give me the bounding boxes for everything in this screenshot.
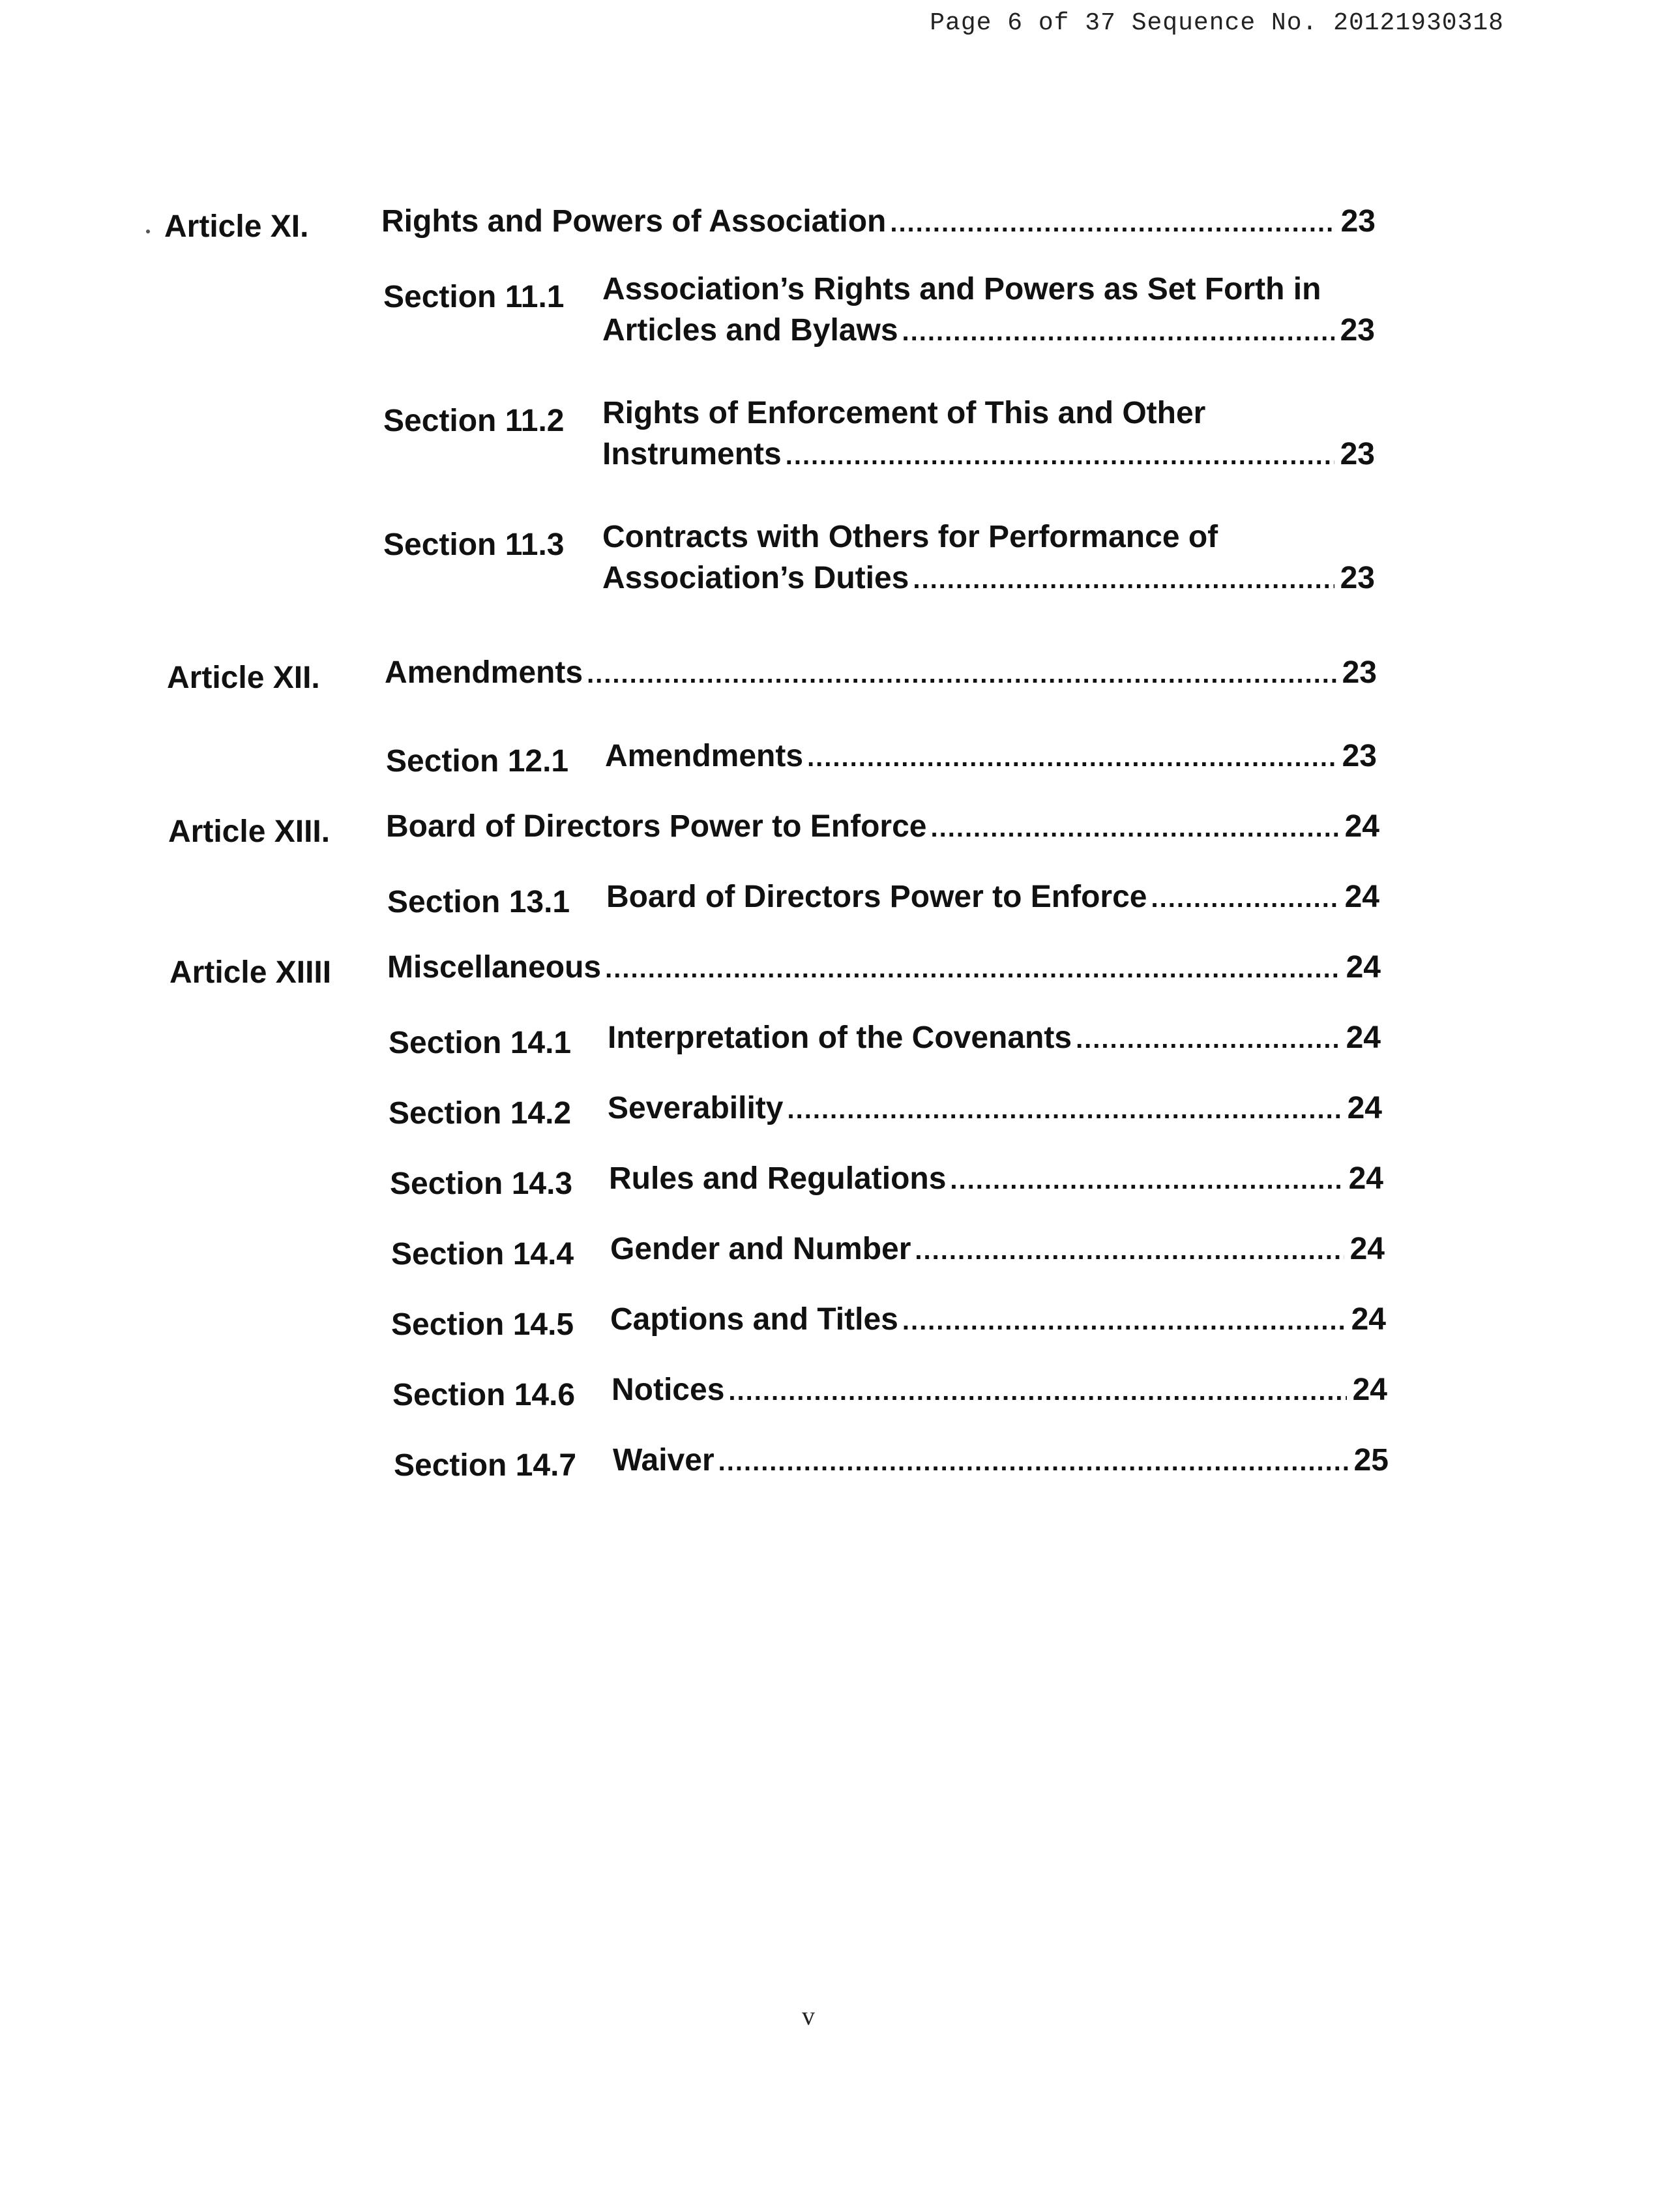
page-header: Page 6 of 37 Sequence No. 20121930318 bbox=[930, 9, 1504, 37]
page-ref: 24 bbox=[1346, 1020, 1381, 1055]
toc-entry-section-11-3[interactable] bbox=[602, 519, 1375, 596]
entry-title-line-1: Contracts with Others for Performance of bbox=[602, 520, 1218, 554]
entry-title: Amendments bbox=[385, 655, 583, 690]
dot-leader bbox=[930, 814, 1339, 843]
section-label: Section 13.1 bbox=[387, 885, 570, 919]
article-label: Article XII. bbox=[167, 661, 320, 695]
page-ref: 24 bbox=[1344, 880, 1379, 914]
dot-leader bbox=[890, 209, 1335, 238]
page-ref: 24 bbox=[1349, 1232, 1385, 1266]
entry-title: Board of Directors Power to Enforce bbox=[606, 880, 1147, 914]
section-label: Section 14.1 bbox=[389, 1026, 572, 1060]
dot-leader bbox=[913, 565, 1334, 595]
toc-entry-section-11-2[interactable] bbox=[602, 395, 1375, 472]
page-ref: 24 bbox=[1346, 950, 1381, 985]
entry-title-line-1: Rights of Enforcement of This and Other bbox=[602, 396, 1206, 430]
dot-leader bbox=[915, 1236, 1344, 1266]
dot-leader bbox=[787, 1095, 1342, 1125]
entry-title: Notices bbox=[612, 1373, 725, 1407]
page-ref: 23 bbox=[1342, 655, 1377, 690]
scan-speck bbox=[146, 230, 150, 233]
page-ref: 23 bbox=[1342, 739, 1377, 773]
dot-leader bbox=[807, 743, 1336, 773]
toc-entry-section-14-3[interactable] bbox=[609, 1161, 1383, 1197]
entry-title: Severability bbox=[608, 1091, 784, 1125]
entry-title: Board of Directors Power to Enforce bbox=[386, 809, 927, 844]
entry-title-line-2: Association’s Duties bbox=[602, 561, 909, 595]
toc-entry-section-14-4[interactable] bbox=[610, 1231, 1385, 1267]
entry-title: Waiver bbox=[613, 1443, 715, 1478]
entry-title: Captions and Titles bbox=[610, 1302, 898, 1337]
section-label: Section 14.2 bbox=[389, 1096, 572, 1131]
article-label: Article XIIII bbox=[169, 955, 332, 990]
section-label: Section 12.1 bbox=[386, 744, 569, 779]
toc-entry-article-xii[interactable] bbox=[385, 655, 1377, 691]
section-label: Section 11.1 bbox=[383, 280, 565, 314]
toc-entry-section-14-7[interactable] bbox=[613, 1442, 1389, 1478]
entry-title-line-2: Instruments bbox=[602, 437, 782, 471]
page-ref: 24 bbox=[1352, 1373, 1387, 1407]
page-ref: 23 bbox=[1340, 313, 1375, 348]
section-label: Section 14.3 bbox=[390, 1167, 573, 1201]
dot-leader bbox=[950, 1166, 1343, 1195]
section-label: Section 11.3 bbox=[383, 528, 565, 562]
dot-leader bbox=[587, 660, 1336, 689]
entry-title: Amendments bbox=[605, 739, 804, 773]
section-label: Section 14.6 bbox=[392, 1378, 576, 1412]
dot-leader bbox=[786, 441, 1334, 471]
dot-leader bbox=[728, 1377, 1347, 1406]
toc-entry-section-14-5[interactable] bbox=[610, 1301, 1386, 1337]
dot-leader bbox=[605, 955, 1340, 984]
page-number-footer: v bbox=[802, 2001, 815, 2030]
section-label: Section 14.5 bbox=[391, 1307, 574, 1342]
section-label: Section 14.7 bbox=[394, 1448, 577, 1483]
section-label: Section 11.2 bbox=[383, 404, 565, 438]
page-ref: 24 bbox=[1344, 809, 1379, 844]
article-label: Article XI. bbox=[164, 209, 309, 244]
page-ref: 23 bbox=[1340, 437, 1375, 471]
toc-entry-section-14-1[interactable] bbox=[608, 1020, 1381, 1056]
entry-title-line-2: Articles and Bylaws bbox=[602, 313, 898, 348]
toc-entry-article-xiiii[interactable] bbox=[387, 949, 1381, 985]
toc-entry-section-13-1[interactable] bbox=[606, 879, 1379, 915]
entry-title: Gender and Number bbox=[610, 1232, 911, 1266]
page-ref: 23 bbox=[1340, 561, 1375, 595]
dot-leader bbox=[718, 1448, 1348, 1477]
toc-entry-article-xiii[interactable] bbox=[386, 809, 1379, 844]
toc-entry-section-11-1[interactable] bbox=[602, 271, 1375, 348]
entry-title: Miscellaneous bbox=[387, 950, 602, 985]
entry-title: Interpretation of the Covenants bbox=[608, 1020, 1072, 1055]
page-ref: 25 bbox=[1353, 1443, 1389, 1478]
section-label: Section 14.4 bbox=[391, 1237, 574, 1271]
toc-entry-section-14-6[interactable] bbox=[612, 1372, 1387, 1408]
dot-leader bbox=[902, 318, 1334, 347]
entry-title: Rights and Powers of Association bbox=[381, 204, 887, 239]
entry-title-line-1: Association’s Rights and Powers as Set Forth in bbox=[602, 272, 1321, 306]
dot-leader bbox=[1076, 1025, 1340, 1054]
dot-leader bbox=[902, 1307, 1346, 1336]
entry-title: Rules and Regulations bbox=[609, 1161, 947, 1196]
page-ref: 23 bbox=[1340, 204, 1376, 239]
toc-entry-section-12-1[interactable] bbox=[605, 738, 1377, 774]
article-label: Article XIII. bbox=[168, 814, 331, 849]
page-ref: 24 bbox=[1351, 1302, 1386, 1337]
dot-leader bbox=[1151, 884, 1339, 914]
page-ref: 24 bbox=[1348, 1161, 1383, 1196]
page-ref: 24 bbox=[1347, 1091, 1382, 1125]
toc-entry-section-14-2[interactable] bbox=[608, 1090, 1382, 1126]
toc-entry-article-xi[interactable] bbox=[381, 203, 1376, 239]
